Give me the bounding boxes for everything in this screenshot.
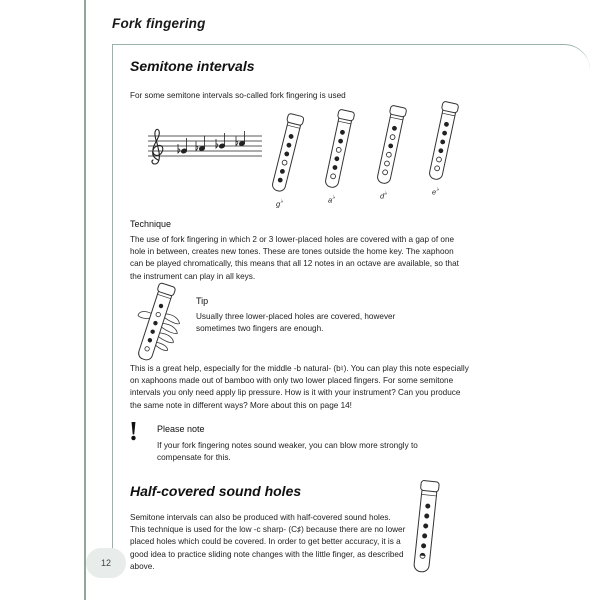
xaphoon-fingering-half-covered-figure	[406, 478, 446, 578]
section-heading-half-covered-sound-holes: Half-covered sound holes	[130, 483, 302, 499]
page-left-margin	[0, 0, 84, 600]
fingering-chart-3	[374, 104, 408, 190]
page-number-badge: 12	[86, 548, 126, 578]
technique-paragraph: The use of fork fingering in which 2 or 3 lower-placed holes are covered with a gap of one hole in between, creates new tones. These are tones outside the home key. The xaphoon can be played chromatically, this means that all 12 notes in an octave are available, so that the instrument can play in all keys.	[130, 235, 459, 281]
fingering-label-3: d♭	[380, 191, 388, 201]
music-staff	[146, 126, 264, 170]
fingering-label-2: a♭	[328, 195, 336, 205]
please-note-heading: Please note	[157, 424, 205, 434]
fingering-chart-4	[426, 100, 460, 186]
b-natural-paragraph: This is a great help, especially for the middle -b natural- (b♮). You can play this note especially on xaphoons made out of bamboo with only two lower placed fingers. For some semitone intervals you only need apply lip pressure. How is it with your instrument? Can you produce the same note in different ways? More about this on page 14!	[130, 364, 469, 410]
vertical-rule	[84, 0, 86, 600]
tip-heading: Tip	[196, 296, 209, 306]
exclamation-mark-icon: !	[129, 416, 138, 446]
fingering-chart-1	[270, 112, 304, 198]
technique-heading: Technique	[130, 219, 172, 229]
semitone-lead-paragraph: For some semitone intervals so-called fork fingering is used	[130, 91, 346, 100]
half-covered-paragraph: Semitone intervals can also be produced with half-covered sound holes. This technique is used for the low -c sharp- (C♯) because there are no lower placed holes which could be covered. In order to get better accuracy, it is a good idea to practice sliding note changes with the little finger, as described above.	[130, 513, 406, 571]
please-note-paragraph: If your fork fingering notes sound weaker, you can blow more strongly to compensate for this.	[157, 441, 418, 463]
xaphoon-fingering-tip-figure	[126, 282, 190, 368]
tip-paragraph: Usually three lower-placed holes are covered, however sometimes two fingers are enough.	[196, 312, 396, 334]
fingering-label-1: g♭	[276, 199, 284, 209]
fingering-label-4: e♭	[432, 187, 440, 197]
section-heading-semitone-intervals: Semitone intervals	[130, 58, 255, 74]
chapter-title: Fork fingering	[112, 16, 206, 31]
treble-clef-icon	[152, 129, 163, 164]
fingering-chart-2	[322, 108, 356, 194]
